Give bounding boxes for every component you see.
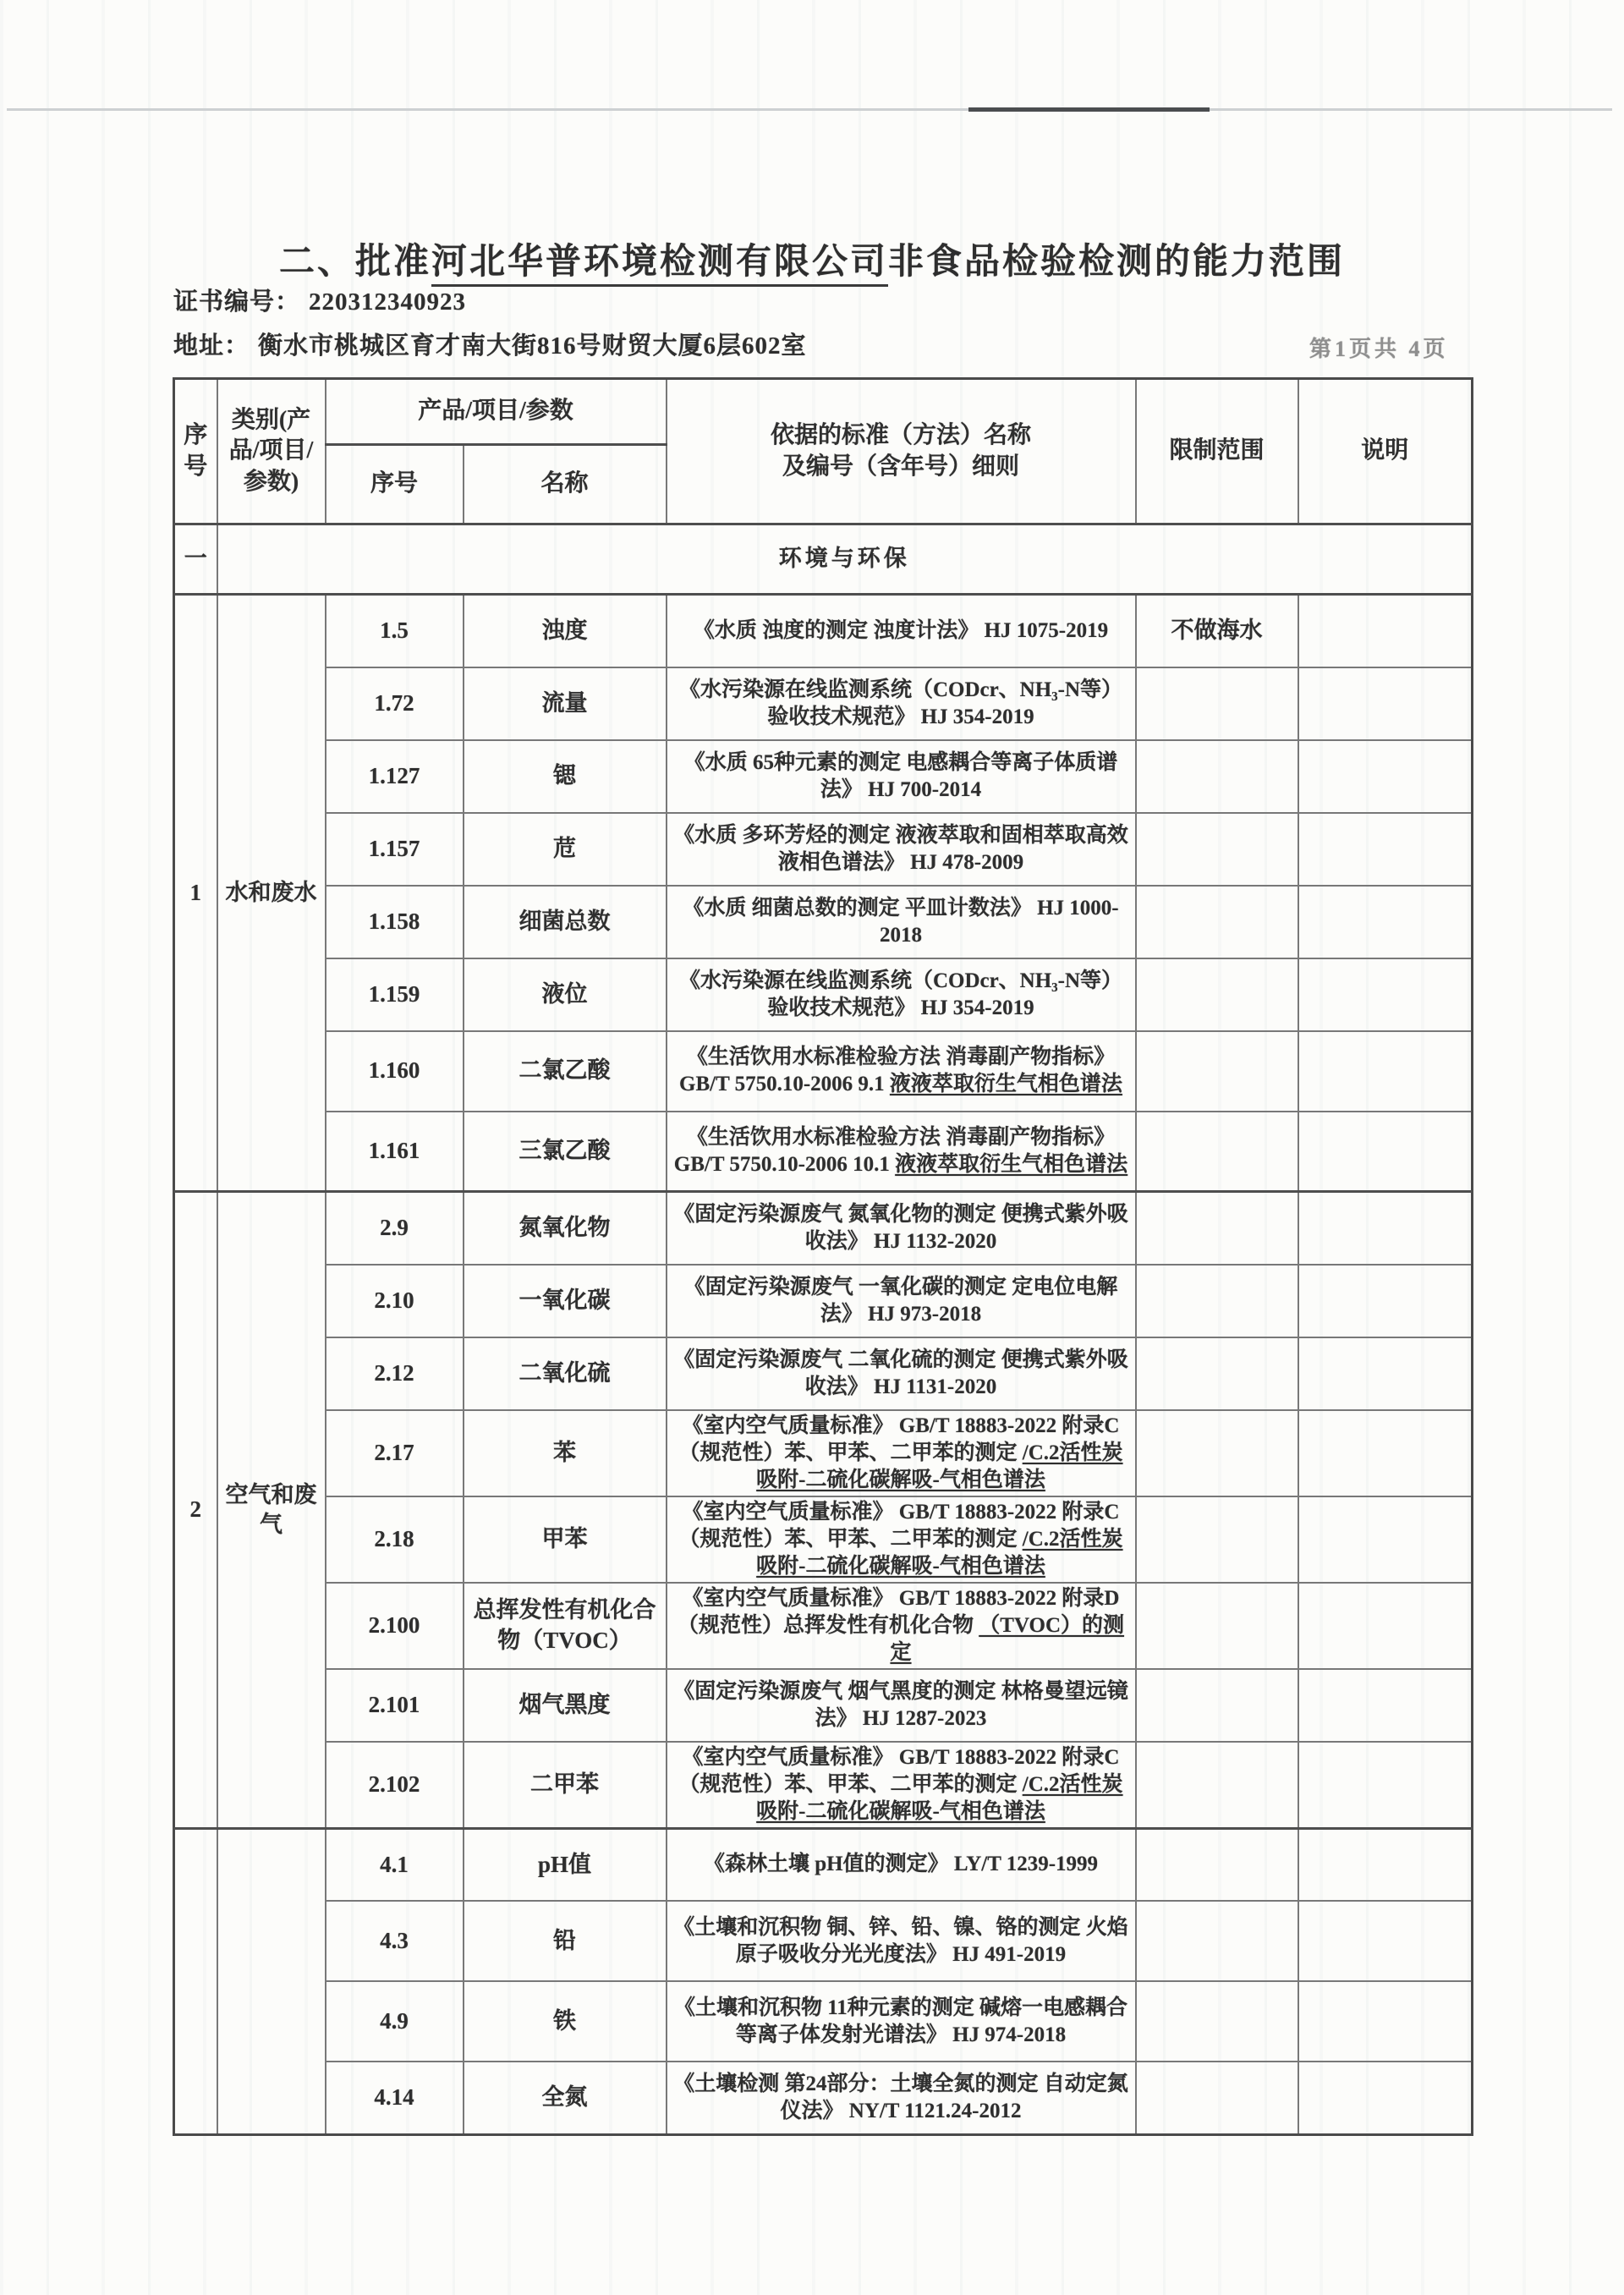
cell-limit <box>1136 667 1298 740</box>
cell-standard <box>667 958 1136 1031</box>
standard-text: 《森林土壤 pH值的测定》 LY/T 1239-1999 <box>703 1853 1099 1876</box>
address-line <box>173 327 807 361</box>
cell-product-seq: 1.158 <box>326 886 464 958</box>
header-standard-line2: 及编号（含年号）细则 <box>782 453 1019 480</box>
standard-text: 《水质 浊度的测定 浊度计法》 HJ 1075-2019 <box>693 618 1109 642</box>
cell-note <box>1298 1265 1473 1337</box>
cell-limit <box>1136 886 1298 958</box>
standard-text: 《土壤检测 第24部分：土壤全氮的测定 自动定氮仪法》 NY/T 1121.24-2012 <box>673 2072 1128 2122</box>
standard-text: 《水污染源在线监测系统（CODcr、NH₃-N等）验收技术规范》 HJ 354-2019 <box>678 969 1123 1019</box>
cell-note <box>1298 1828 1473 1901</box>
cell-product-name: 全氮 <box>464 2062 667 2134</box>
table-row <box>174 2062 1473 2134</box>
standard-text: 《土壤和沉积物 11种元素的测定 碱熔一电感耦合等离子体发射光谱法》 HJ 974-2018 <box>673 1996 1128 2046</box>
cell-product-name: 苊 <box>464 813 667 886</box>
cell-standard <box>667 1112 1136 1192</box>
cell-product-seq: 2.9 <box>326 1192 464 1265</box>
cell-note <box>1298 1742 1473 1829</box>
cell-note <box>1298 1901 1473 1981</box>
table-row <box>174 1583 1473 1669</box>
standard-text: 《水质 多环芳烃的测定 液液萃取和固相萃取高效液相色谱法》 HJ 478-2009 <box>673 823 1128 874</box>
table-row <box>174 1901 1473 1981</box>
standard-text: 《固定污染源废气 一氧化碳的测定 定电位电解法》 HJ 973-2018 <box>683 1275 1118 1326</box>
cell-product-seq: 1.157 <box>326 813 464 886</box>
standard-text: 《生活饮用水标准检验方法 消毒副产物指标》 GB/T 5750.10-2006 9.1 <box>679 1046 1116 1095</box>
cell-standard <box>667 1337 1136 1410</box>
table-row <box>174 886 1473 958</box>
cell-limit <box>1136 1669 1298 1742</box>
cell-product-seq: 4.14 <box>326 2062 464 2134</box>
cell-standard <box>667 1496 1136 1583</box>
cell-product-name: 铁 <box>464 1981 667 2062</box>
cell-product-seq: 2.101 <box>326 1669 464 1742</box>
cell-product-seq: 1.161 <box>326 1112 464 1192</box>
cell-product-seq: 2.17 <box>326 1410 464 1496</box>
cell-product-name: 一氧化碳 <box>464 1265 667 1337</box>
group-category-cell: 空气和废气 <box>217 1192 326 1829</box>
cell-standard <box>667 667 1136 740</box>
cell-product-seq: 1.160 <box>326 1031 464 1112</box>
standard-text: 《土壤和沉积物 铜、锌、铅、镍、铬的测定 火焰原子吸收分光光度法》 HJ 491-2019 <box>673 1915 1128 1966</box>
cell-standard <box>667 886 1136 958</box>
header-standard <box>667 379 1136 524</box>
cell-product-seq: 2.102 <box>326 1742 464 1829</box>
standard-text: 《水质 65种元素的测定 电感耦合等离子体质谱法》 HJ 700-2014 <box>683 750 1118 801</box>
table-row <box>174 1337 1473 1410</box>
table-row <box>174 1828 1473 1901</box>
cell-product-seq: 4.1 <box>326 1828 464 1901</box>
table-row <box>174 1265 1473 1337</box>
table-row <box>174 667 1473 740</box>
table-row <box>174 958 1473 1031</box>
header-limit: 限制范围 <box>1136 379 1298 524</box>
cell-product-name: 流量 <box>464 667 667 740</box>
cell-note <box>1298 1192 1473 1265</box>
cell-standard <box>667 1410 1136 1496</box>
address-value: 衡水市桃城区育才南大街816号财贸大厦6层602室 <box>258 332 807 360</box>
cell-note <box>1298 958 1473 1031</box>
group-seq-cell: 2 <box>174 1192 217 1829</box>
page-title <box>0 233 1624 284</box>
table-row <box>174 1742 1473 1829</box>
cell-standard <box>667 595 1136 667</box>
cell-product-name: 总挥发性有机化合物（TVOC） <box>464 1583 667 1669</box>
cell-product-seq: 4.9 <box>326 1981 464 2062</box>
cell-note <box>1298 595 1473 667</box>
header-note: 说明 <box>1298 379 1473 524</box>
cell-standard <box>667 1742 1136 1829</box>
group-seq-cell: 1 <box>174 595 217 1192</box>
standard-text-underlined: 液液萃取衍生气相色谱法 <box>889 1073 1122 1095</box>
group-category-cell: 水和废水 <box>217 595 326 1192</box>
cell-product-name: 二甲苯 <box>464 1742 667 1829</box>
cell-product-name: 液位 <box>464 958 667 1031</box>
cell-product-seq: 2.18 <box>326 1496 464 1583</box>
cell-note <box>1298 1337 1473 1410</box>
cell-product-name: 二氧化硫 <box>464 1337 667 1410</box>
cell-note <box>1298 1496 1473 1583</box>
cell-product-seq: 4.3 <box>326 1901 464 1981</box>
cell-product-name: pH值 <box>464 1828 667 1901</box>
cell-product-seq: 1.72 <box>326 667 464 740</box>
header-seq: 序号 <box>174 379 217 524</box>
standard-text: 《室内空气质量标准》 GB/T 18883-2022 附录C（规范性）苯、甲苯、二甲苯的测定 <box>678 1745 1120 1796</box>
group-seq-cell <box>174 1828 217 2134</box>
cell-product-seq: 2.10 <box>326 1265 464 1337</box>
cell-standard <box>667 813 1136 886</box>
cell-note <box>1298 1981 1473 2062</box>
cell-standard <box>667 1265 1136 1337</box>
header-standard-line1: 依据的标准（方法）名称 <box>770 422 1031 449</box>
section-title: 环境与环保 <box>217 524 1473 595</box>
cell-standard <box>667 1901 1136 1981</box>
table-row <box>174 1981 1473 2062</box>
cell-limit <box>1136 1112 1298 1192</box>
standard-text-underlined: /C.2活性炭吸附-二硫化碳解吸-气相色谱法 <box>756 1441 1123 1491</box>
cell-note <box>1298 1112 1473 1192</box>
section-row <box>174 524 1473 595</box>
table-row <box>174 1669 1473 1742</box>
cell-standard <box>667 1192 1136 1265</box>
cell-standard <box>667 740 1136 813</box>
table-row <box>174 595 1473 667</box>
cell-note <box>1298 1031 1473 1112</box>
cell-limit: 不做海水 <box>1136 595 1298 667</box>
cell-standard <box>667 1669 1136 1742</box>
standard-text: 《生活饮用水标准检验方法 消毒副产物指标》 GB/T 5750.10-2006 10.1 <box>673 1125 1116 1176</box>
table-row <box>174 1031 1473 1112</box>
standard-text-underlined: /C.2活性炭吸附-二硫化碳解吸-气相色谱法 <box>756 1527 1123 1578</box>
cell-limit <box>1136 1265 1298 1337</box>
cell-note <box>1298 1669 1473 1742</box>
cell-limit <box>1136 1031 1298 1112</box>
cell-product-name: 浊度 <box>464 595 667 667</box>
cell-note <box>1298 1583 1473 1669</box>
cell-note <box>1298 740 1473 813</box>
address-label: 地址： <box>173 332 250 360</box>
cell-note <box>1298 813 1473 886</box>
standard-text-underlined: 液液萃取衍生气相色谱法 <box>895 1152 1128 1176</box>
scan-artifact-line-dark <box>968 107 1210 112</box>
cell-limit <box>1136 740 1298 813</box>
standard-text: 《水质 细菌总数的测定 平皿计数法》 HJ 1000-2018 <box>683 896 1119 947</box>
cell-product-name: 氮氧化物 <box>464 1192 667 1265</box>
header-product-seq: 序号 <box>326 445 464 524</box>
cell-product-name: 三氯乙酸 <box>464 1112 667 1192</box>
standard-text-underlined: /C.2活性炭吸附-二硫化碳解吸-气相色谱法 <box>756 1772 1123 1823</box>
table-row <box>174 1112 1473 1192</box>
title-company-name: 河北华普环境检测有限公司 <box>431 243 888 287</box>
standard-text: 《水污染源在线监测系统（CODcr、NH₃-N等）验收技术规范》 HJ 354-2019 <box>678 678 1123 728</box>
cell-note <box>1298 886 1473 958</box>
scan-artifact-line <box>7 108 1612 111</box>
table-row <box>174 1496 1473 1583</box>
cell-limit <box>1136 1828 1298 1901</box>
cell-note <box>1298 2062 1473 2134</box>
section-seq: 一 <box>174 524 217 595</box>
cell-limit <box>1136 1742 1298 1829</box>
page-indicator: 第1页共 4页 <box>1309 337 1449 361</box>
certificate-number-label: 证书编号： <box>173 288 301 316</box>
header-category: 类别(产品/项目/参数) <box>217 379 326 524</box>
cell-limit <box>1136 1410 1298 1496</box>
cell-standard <box>667 1583 1136 1669</box>
cell-product-seq: 2.12 <box>326 1337 464 1410</box>
standard-text-underlined: （TVOC）的测定 <box>890 1613 1124 1664</box>
cell-product-name: 苯 <box>464 1410 667 1496</box>
standard-text: 《室内空气质量标准》 GB/T 18883-2022 附录C（规范性）苯、甲苯、二甲苯的测定 <box>678 1414 1120 1464</box>
cell-note <box>1298 1410 1473 1496</box>
cell-standard <box>667 2062 1136 2134</box>
cell-product-name: 锶 <box>464 740 667 813</box>
cell-limit <box>1136 1496 1298 1583</box>
cell-product-seq: 1.127 <box>326 740 464 813</box>
table-row <box>174 1410 1473 1496</box>
table-row <box>174 1192 1473 1265</box>
capability-table <box>173 377 1473 2136</box>
certificate-number-value: 220312340923 <box>309 288 467 316</box>
standard-text: 《固定污染源废气 烟气黑度的测定 林格曼望远镜法》 HJ 1287-2023 <box>673 1679 1128 1730</box>
header-product-group: 产品/项目/参数 <box>326 379 667 445</box>
cell-limit <box>1136 958 1298 1031</box>
cell-limit <box>1136 1192 1298 1265</box>
certificate-number-line <box>173 283 466 317</box>
table-row <box>174 740 1473 813</box>
cell-product-name: 甲苯 <box>464 1496 667 1583</box>
cell-standard <box>667 1031 1136 1112</box>
cell-product-seq: 1.5 <box>326 595 464 667</box>
cell-standard <box>667 1828 1136 1901</box>
table-row <box>174 813 1473 886</box>
title-prefix: 二、批准 <box>278 243 431 282</box>
header-product-name: 名称 <box>464 445 667 524</box>
cell-product-seq: 2.100 <box>326 1583 464 1669</box>
group-category-cell <box>217 1828 326 2134</box>
standard-text: 《固定污染源废气 氮氧化物的测定 便携式紫外吸收法》 HJ 1132-2020 <box>673 1202 1128 1253</box>
cell-note <box>1298 667 1473 740</box>
cell-product-name: 二氯乙酸 <box>464 1031 667 1112</box>
cell-product-seq: 1.159 <box>326 958 464 1031</box>
cell-product-name: 烟气黑度 <box>464 1669 667 1742</box>
cell-limit <box>1136 2062 1298 2134</box>
cell-limit <box>1136 1583 1298 1669</box>
cell-product-name: 细菌总数 <box>464 886 667 958</box>
cell-limit <box>1136 1901 1298 1981</box>
cell-limit <box>1136 1337 1298 1410</box>
cell-product-name: 铅 <box>464 1901 667 1981</box>
standard-text: 《固定污染源废气 二氧化硫的测定 便携式紫外吸收法》 HJ 1131-2020 <box>673 1348 1128 1398</box>
cell-limit <box>1136 813 1298 886</box>
standard-text: 《室内空气质量标准》 GB/T 18883-2022 附录D（规范性）总挥发性有机化合物 <box>678 1586 1120 1637</box>
cell-standard <box>667 1981 1136 2062</box>
standard-text: 《室内空气质量标准》 GB/T 18883-2022 附录C（规范性）苯、甲苯、二甲苯的测定 <box>678 1500 1120 1551</box>
title-suffix: 非食品检验检测的能力范围 <box>888 243 1346 282</box>
cell-limit <box>1136 1981 1298 2062</box>
